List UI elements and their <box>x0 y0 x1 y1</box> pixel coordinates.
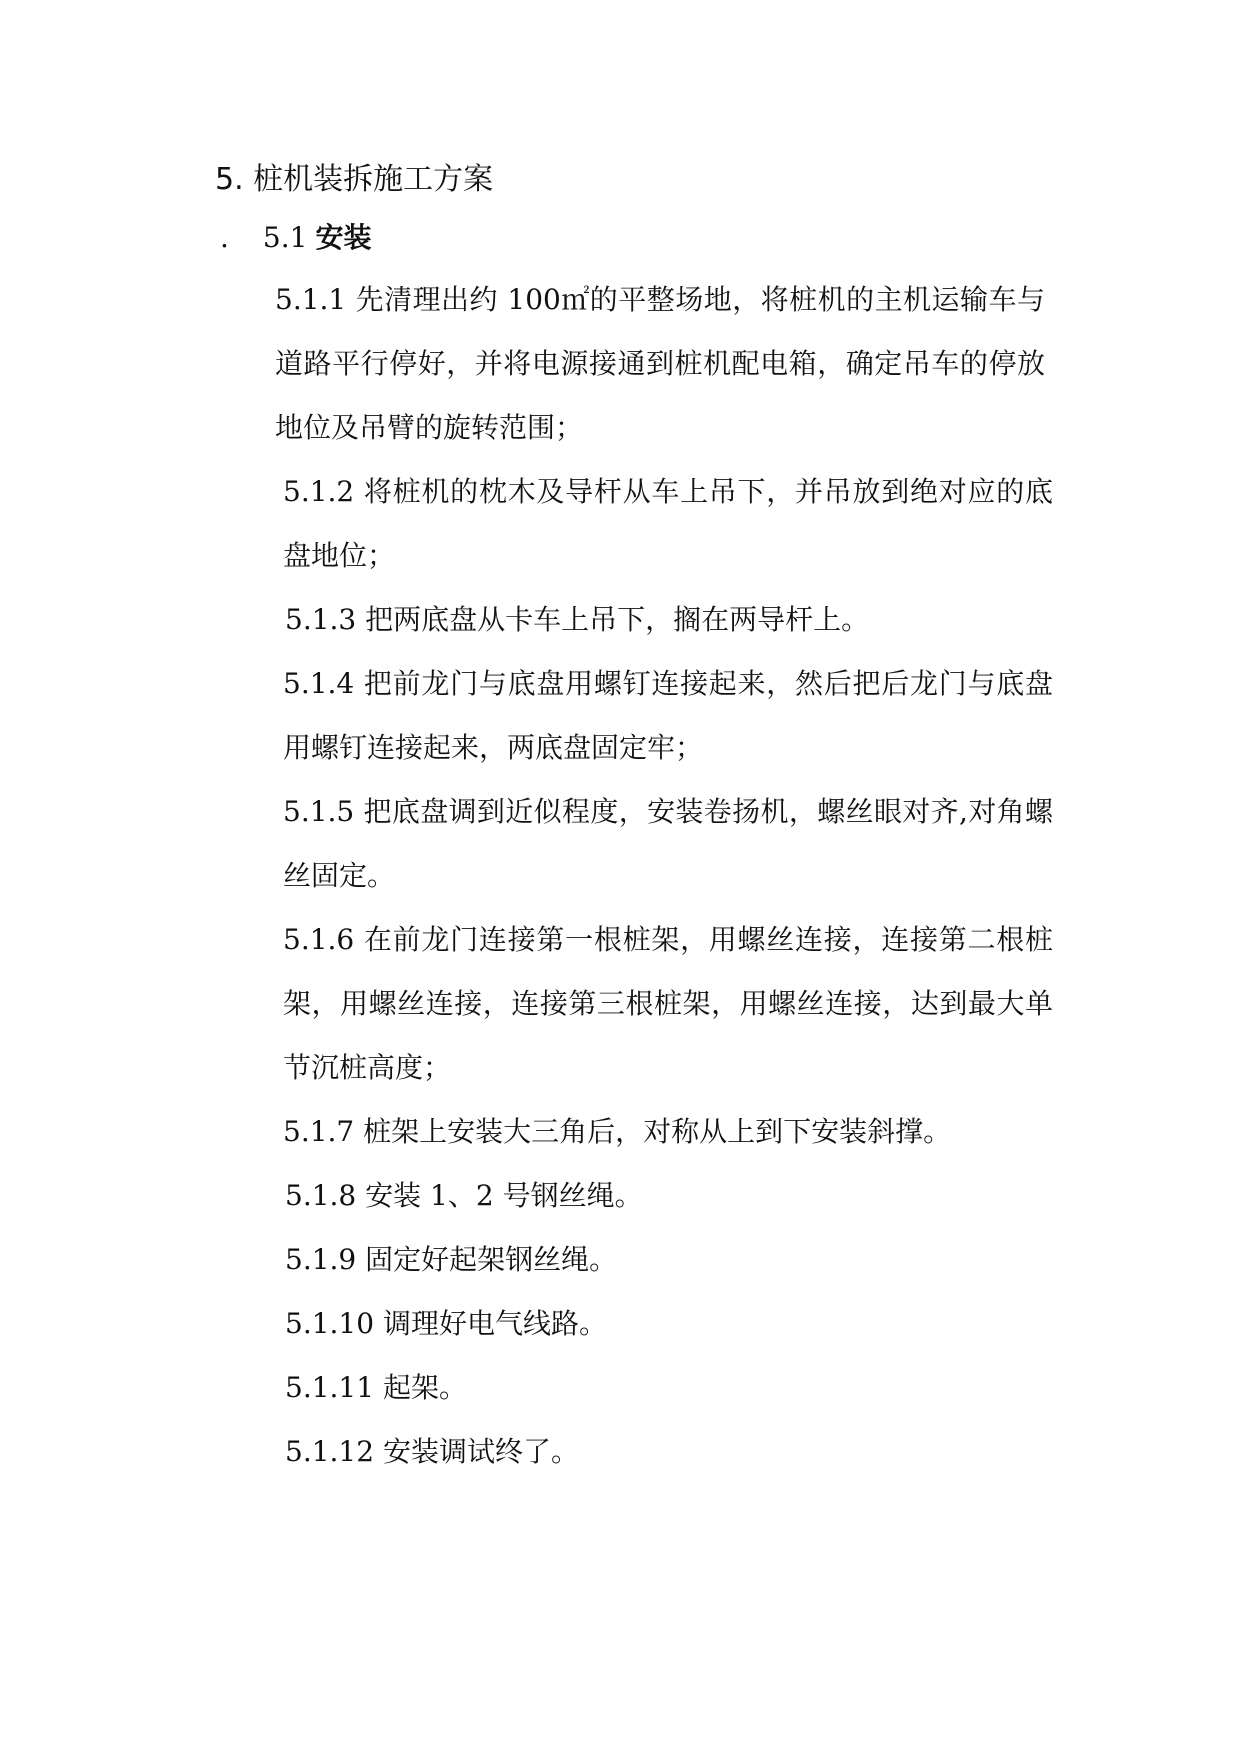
section-heading: 5. 桩机装拆施工方案 <box>215 162 494 197</box>
subsection-number: 5.1 <box>262 221 308 254</box>
step-paragraph: 5.1.1 先清理出约 100㎡的平整场地，将桩机的主机运输车与道路平行停好，并将电源接通到桩机配电箱，确定吊车的停放地位及吊臂的旋转范围； <box>275 283 1045 444</box>
step-paragraph: 5.1.11 起架。 <box>285 1371 467 1404</box>
step-paragraph: 5.1.6 在前龙门连接第一根桩架，用螺丝连接，连接第二根桩架，用螺丝连接，连接第三根桩架，用螺丝连接，达到最大单节沉桩高度； <box>283 923 1053 1084</box>
subsection-bullet: . <box>220 221 229 254</box>
step-paragraph: 5.1.2 将桩机的枕木及导杆从车上吊下，并吊放到绝对应的底盘地位； <box>283 475 1053 572</box>
step-paragraph: 5.1.8 安装 1、2 号钢丝绳。 <box>285 1179 643 1212</box>
step-paragraph: 5.1.12 安装调试终了。 <box>285 1435 579 1468</box>
step-paragraph: 5.1.10 调理好电气线路。 <box>285 1307 607 1340</box>
step-paragraph: 5.1.4 把前龙门与底盘用螺钉连接起来，然后把后龙门与底盘用螺钉连接起来，两底盘固定牢； <box>283 667 1053 764</box>
subsection-heading <box>220 218 371 258</box>
step-paragraph: 5.1.9 固定好起架钢丝绳。 <box>285 1243 618 1276</box>
step-paragraph: 5.1.3 把两底盘从卡车上吊下，搁在两导杆上。 <box>285 603 870 636</box>
step-paragraph: 5.1.7 桩架上安装大三角后，对称从上到下安装斜撑。 <box>283 1115 952 1148</box>
subsection-title: 安装 <box>315 221 372 254</box>
step-paragraph: 5.1.5 把底盘调到近似程度，安装卷扬机，螺丝眼对齐,对角螺丝固定。 <box>283 795 1053 892</box>
